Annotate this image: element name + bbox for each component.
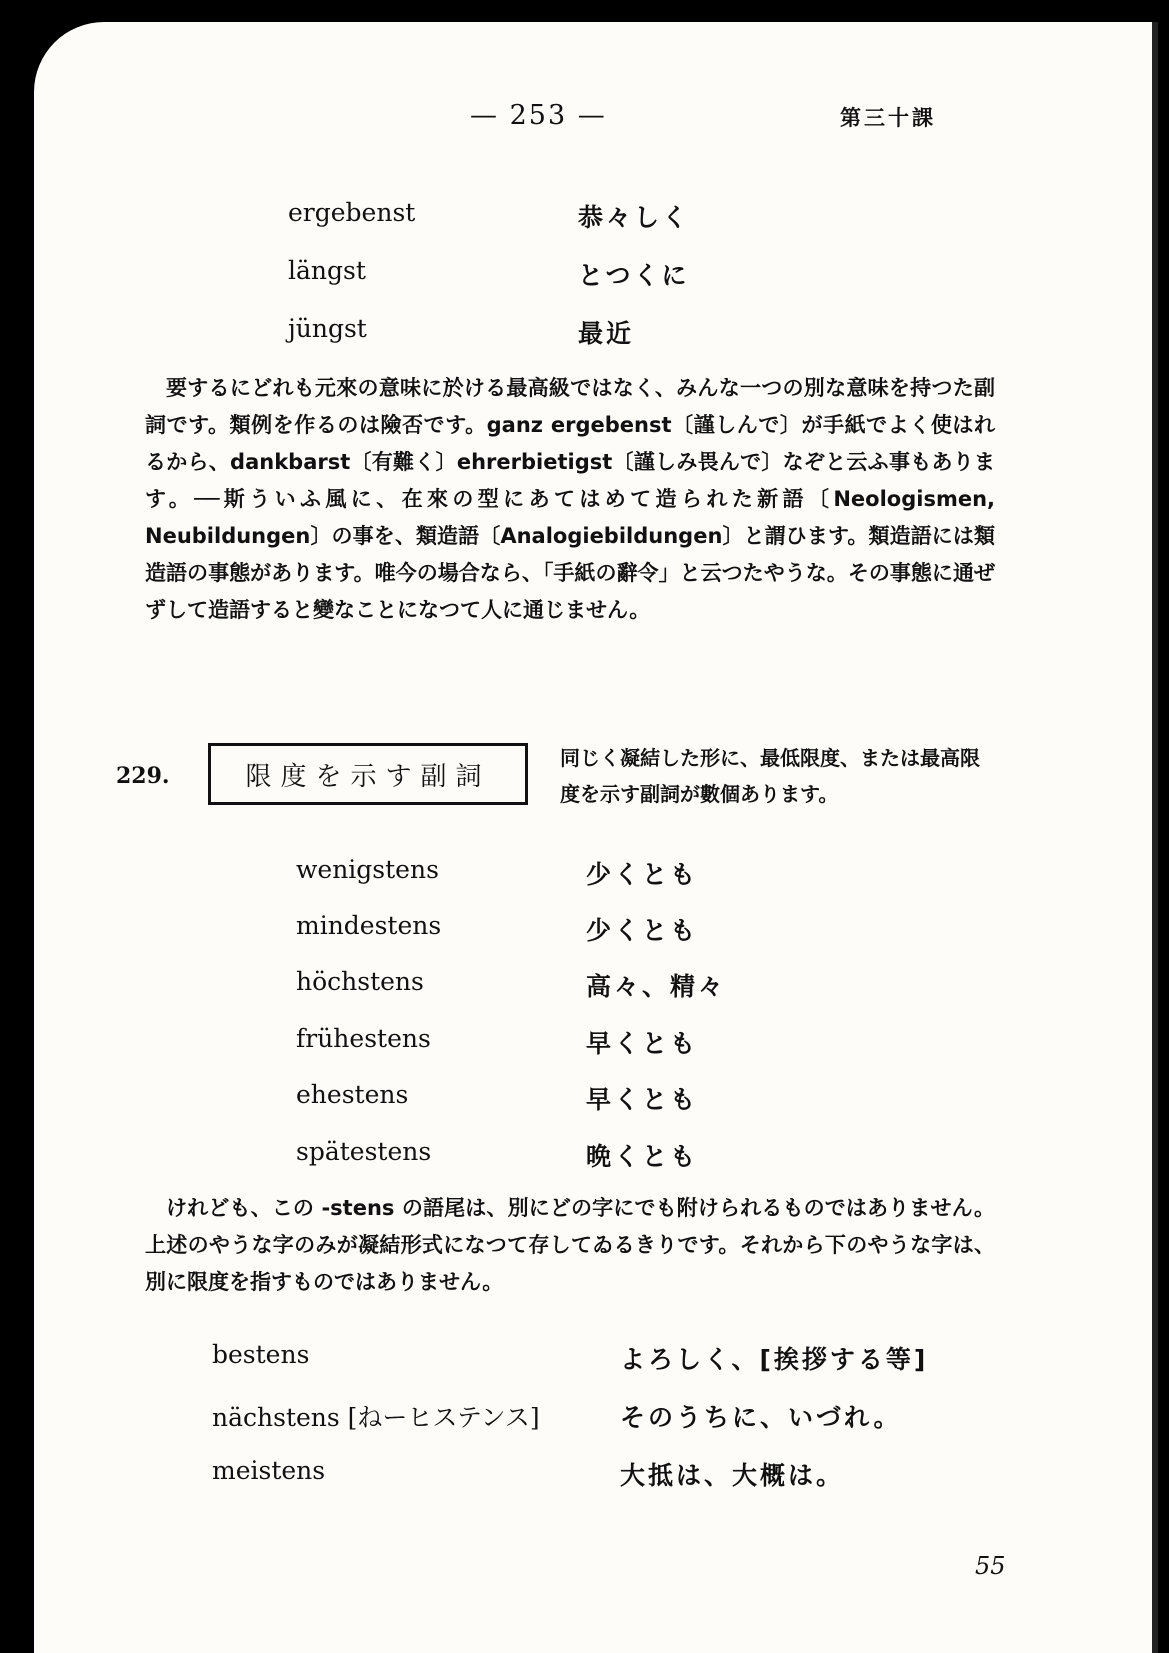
german-word: meistens [212, 1456, 326, 1485]
chapter-title: 第三十課 [840, 105, 936, 130]
german-word: spätestens [296, 1137, 432, 1166]
japanese-translation: 最近 [578, 319, 635, 348]
page-number-footer: 55 [975, 1552, 1006, 1580]
section-intro: 同じく凝結した形に、最低限度、または最高限度を示す副詞が數個あります。 [560, 746, 980, 806]
german-word: bestens [212, 1340, 310, 1369]
japanese-translation: 高々、精々 [586, 972, 727, 1001]
german-word: mindestens [296, 911, 442, 940]
japanese-translation: 早くとも [586, 1085, 699, 1114]
explanation-paragraph [145, 370, 995, 629]
paragraph-text: 要するにどれも元來の意味に於ける最高級ではなく、みんな一つの別な意味を持つた副詞です。類例を作るのは險否です。ganz ergebenst〔謹しんで〕が手紙でよく使はれるから、dankbarst〔有難く〕ehrerbietigst〔謹しみ畏んで〕なぞと云ふ事もあります。──斯ういふ風に、在來の型にあてはめて造られた新語〔Neologismen, Neubildungen〕の事を、類造語〔Analogiebildungen〕と謂ひます。類造語には類造語の事態があります。唯今の場合なら、「手紙の辭令」と云つたやうな。その事態に通ぜずして造語すると變なことになつて人に通じません。 [145, 376, 995, 622]
japanese-translation: 少くとも [586, 860, 699, 889]
section-title: 限度を示す副詞 [245, 761, 491, 792]
paragraph-text: けれども、この -stens の語尾は、別にどの字にでも附けられるものではありません。上述のやうな字のみが凝結形式になつて存してゐるきりです。それから下のやうな字は、別に限度を指すものではありません。 [145, 1196, 995, 1294]
japanese-translation: 晩くとも [586, 1142, 699, 1171]
japanese-translation: そのうちに、いづれ。 [620, 1403, 902, 1432]
german-word: wenigstens [296, 855, 439, 884]
german-word: nächstens [ねーヒステンス] [212, 1403, 540, 1432]
page-number-header: — 253 — [470, 100, 607, 131]
german-word: höchstens [296, 967, 424, 996]
section-title-box [208, 743, 528, 805]
explanation-paragraph [145, 1190, 995, 1301]
german-word: frühestens [296, 1024, 431, 1053]
japanese-translation: 早くとも [586, 1029, 699, 1058]
german-word: ergebenst [288, 198, 416, 227]
german-word: längst [288, 256, 366, 285]
japanese-translation: とつくに [578, 261, 690, 290]
japanese-translation: 大抵は、大概は。 [620, 1461, 845, 1490]
german-word: ehestens [296, 1080, 409, 1109]
section-number: 229. [116, 763, 170, 789]
japanese-translation: 恭々しく [578, 203, 691, 232]
japanese-translation: 少くとも [586, 916, 699, 945]
japanese-translation: よろしく、[挨拶する等] [620, 1345, 929, 1374]
german-word: jüngst [288, 314, 367, 343]
